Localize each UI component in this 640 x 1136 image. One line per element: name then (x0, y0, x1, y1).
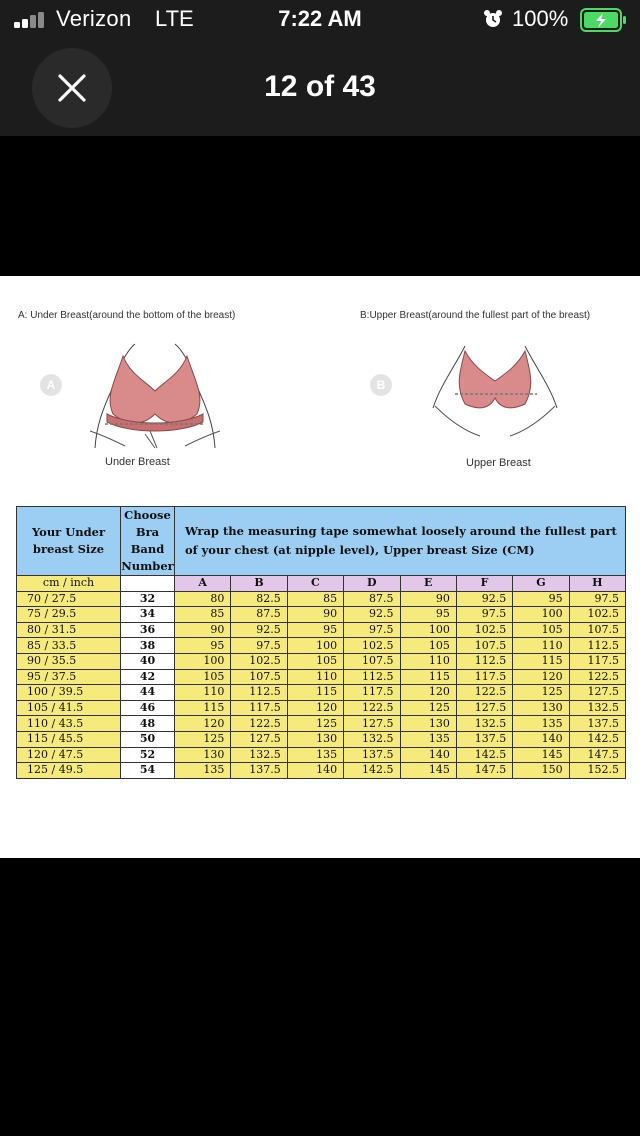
upper-breast-size: 100 (287, 638, 343, 654)
table-row (17, 685, 626, 701)
upper-breast-size: 105 (287, 653, 343, 669)
upper-breast-size: 95 (175, 638, 231, 654)
alarm-icon (483, 9, 503, 29)
upper-breast-size: 147.5 (569, 747, 625, 763)
upper-breast-size: 80 (175, 591, 231, 607)
cup-letter-row (17, 576, 626, 592)
upper-breast-size: 137.5 (456, 731, 512, 747)
upper-breast-size: 150 (513, 763, 569, 779)
under-breast-size: 80 / 31.5 (17, 622, 121, 638)
battery-percent: 100% (512, 6, 569, 31)
upper-breast-size: 90 (400, 591, 456, 607)
upper-breast-size: 100 (513, 607, 569, 623)
image-counter: 12 of 43 (264, 70, 376, 103)
status-bar (0, 0, 640, 40)
status-time: 7:22 AM (278, 6, 362, 31)
band-number: 42 (121, 669, 175, 685)
table-row (17, 731, 626, 747)
upper-breast-size: 97.5 (344, 622, 400, 638)
table-row (17, 653, 626, 669)
band-number: 50 (121, 731, 175, 747)
upper-breast-size: 117.5 (231, 700, 287, 716)
upper-breast-size: 115 (287, 685, 343, 701)
under-breast-size: 100 / 39.5 (17, 685, 121, 701)
upper-breast-size: 105 (400, 638, 456, 654)
upper-breast-size: 92.5 (231, 622, 287, 638)
upper-breast-size: 87.5 (344, 591, 400, 607)
upper-breast-size: 122.5 (456, 685, 512, 701)
cup-letter: H (569, 576, 625, 592)
size-chart-table (16, 506, 626, 779)
upper-breast-size: 110 (513, 638, 569, 654)
upper-breast-size: 85 (175, 607, 231, 623)
upper-breast-size: 110 (400, 653, 456, 669)
cup-letter: E (400, 576, 456, 592)
band-number: 36 (121, 622, 175, 638)
carrier-name: Verizon (56, 6, 132, 31)
upper-breast-size: 125 (400, 700, 456, 716)
upper-breast-size: 85 (287, 591, 343, 607)
upper-breast-size: 135 (287, 747, 343, 763)
upper-breast-size: 130 (513, 700, 569, 716)
upper-breast-size: 142.5 (456, 747, 512, 763)
band-number: 44 (121, 685, 175, 701)
table-row (17, 700, 626, 716)
unit-label: cm / inch (17, 576, 121, 592)
upper-breast-label: Upper Breast (466, 457, 531, 469)
upper-breast-size: 90 (175, 622, 231, 638)
upper-breast-size: 140 (513, 731, 569, 747)
upper-breast-size: 100 (400, 622, 456, 638)
under-breast-illustration (85, 336, 225, 451)
upper-breast-size: 117.5 (569, 653, 625, 669)
upper-breast-size: 145 (400, 763, 456, 779)
upper-breast-size: 102.5 (344, 638, 400, 654)
under-breast-size: 70 / 27.5 (17, 591, 121, 607)
band-number: 54 (121, 763, 175, 779)
badge-a: A (40, 374, 62, 396)
cup-letter: D (344, 576, 400, 592)
table-row (17, 591, 626, 607)
upper-breast-size: 145 (513, 747, 569, 763)
caption-upper-breast: B:Upper Breast(around the fullest part of the breast) (360, 310, 591, 321)
band-number: 40 (121, 653, 175, 669)
upper-breast-size: 97.5 (231, 638, 287, 654)
under-breast-size: 85 / 33.5 (17, 638, 121, 654)
upper-breast-size: 95 (513, 591, 569, 607)
upper-breast-size: 105 (513, 622, 569, 638)
upper-breast-size: 125 (287, 716, 343, 732)
upper-breast-size: 140 (287, 763, 343, 779)
nav-bar (0, 40, 640, 136)
upper-breast-size: 137.5 (569, 716, 625, 732)
upper-breast-size: 107.5 (569, 622, 625, 638)
upper-breast-size: 142.5 (344, 763, 400, 779)
under-breast-size: 90 / 35.5 (17, 653, 121, 669)
under-breast-size: 120 / 47.5 (17, 747, 121, 763)
upper-breast-size: 112.5 (344, 669, 400, 685)
under-breast-size: 110 / 43.5 (17, 716, 121, 732)
header-instruction: Wrap the measuring tape somewhat loosely around the fullest part of your chest (at nipple level), Upper breast Size (CM) (175, 507, 626, 576)
upper-breast-size: 107.5 (344, 653, 400, 669)
band-number: 52 (121, 747, 175, 763)
upper-breast-size: 130 (287, 731, 343, 747)
table-row (17, 669, 626, 685)
blank-cell (121, 576, 175, 592)
caption-under-breast: A: Under Breast(around the bottom of the breast) (18, 310, 236, 321)
upper-breast-size: 115 (400, 669, 456, 685)
upper-breast-size: 127.5 (231, 731, 287, 747)
under-breast-size: 105 / 41.5 (17, 700, 121, 716)
upper-breast-size: 90 (287, 607, 343, 623)
upper-breast-size: 97.5 (569, 591, 625, 607)
upper-breast-size: 82.5 (231, 591, 287, 607)
upper-breast-size: 117.5 (456, 669, 512, 685)
upper-breast-size: 87.5 (231, 607, 287, 623)
battery-charging-icon (580, 8, 628, 32)
upper-breast-size: 132.5 (231, 747, 287, 763)
header-band-number: Choose Bra Band Number (121, 507, 175, 576)
upper-breast-size: 115 (513, 653, 569, 669)
upper-breast-size: 130 (175, 747, 231, 763)
cup-letter: F (456, 576, 512, 592)
upper-breast-size: 120 (513, 669, 569, 685)
upper-breast-size: 122.5 (344, 700, 400, 716)
upper-breast-size: 132.5 (456, 716, 512, 732)
table-row (17, 716, 626, 732)
band-number: 46 (121, 700, 175, 716)
upper-breast-size: 137.5 (344, 747, 400, 763)
band-number: 38 (121, 638, 175, 654)
badge-b: B (370, 374, 392, 396)
under-breast-size: 95 / 37.5 (17, 669, 121, 685)
upper-breast-size: 112.5 (231, 685, 287, 701)
gallery-image[interactable] (0, 276, 640, 858)
upper-breast-size: 125 (513, 685, 569, 701)
upper-breast-size: 135 (513, 716, 569, 732)
upper-breast-size: 120 (287, 700, 343, 716)
upper-breast-size: 120 (175, 716, 231, 732)
cup-letter: C (287, 576, 343, 592)
cup-letter: G (513, 576, 569, 592)
upper-breast-size: 110 (175, 685, 231, 701)
under-breast-size: 115 / 45.5 (17, 731, 121, 747)
upper-breast-size: 132.5 (569, 700, 625, 716)
upper-breast-size: 100 (175, 653, 231, 669)
upper-breast-size: 137.5 (231, 763, 287, 779)
upper-breast-size: 152.5 (569, 763, 625, 779)
under-breast-label: Under Breast (105, 456, 170, 468)
under-breast-size: 125 / 49.5 (17, 763, 121, 779)
upper-breast-size: 122.5 (231, 716, 287, 732)
upper-breast-size: 102.5 (569, 607, 625, 623)
upper-breast-size: 102.5 (231, 653, 287, 669)
upper-breast-size: 127.5 (456, 700, 512, 716)
upper-breast-size: 140 (400, 747, 456, 763)
upper-breast-size: 130 (400, 716, 456, 732)
table-row (17, 622, 626, 638)
upper-breast-size: 127.5 (569, 685, 625, 701)
upper-breast-size: 110 (287, 669, 343, 685)
table-row (17, 747, 626, 763)
upper-breast-size: 102.5 (456, 622, 512, 638)
header-under-breast: Your Under breast Size (17, 507, 121, 576)
upper-breast-size: 135 (400, 731, 456, 747)
band-number: 32 (121, 591, 175, 607)
upper-breast-size: 127.5 (344, 716, 400, 732)
band-number: 48 (121, 716, 175, 732)
upper-breast-size: 142.5 (569, 731, 625, 747)
upper-breast-size: 125 (175, 731, 231, 747)
upper-breast-size: 105 (175, 669, 231, 685)
table-row (17, 763, 626, 779)
upper-breast-size: 92.5 (456, 591, 512, 607)
table-row (17, 607, 626, 623)
upper-breast-size: 92.5 (344, 607, 400, 623)
upper-breast-illustration (425, 336, 565, 451)
upper-breast-size: 147.5 (456, 763, 512, 779)
upper-breast-size: 107.5 (456, 638, 512, 654)
cup-letter: B (231, 576, 287, 592)
table-row (17, 638, 626, 654)
under-breast-size: 75 / 29.5 (17, 607, 121, 623)
upper-breast-size: 95 (400, 607, 456, 623)
upper-breast-size: 120 (400, 685, 456, 701)
upper-breast-size: 107.5 (231, 669, 287, 685)
band-number: 34 (121, 607, 175, 623)
upper-breast-size: 112.5 (569, 638, 625, 654)
upper-breast-size: 135 (175, 763, 231, 779)
upper-breast-size: 122.5 (569, 669, 625, 685)
upper-breast-size: 95 (287, 622, 343, 638)
upper-breast-size: 117.5 (344, 685, 400, 701)
network-type: LTE (155, 6, 194, 31)
upper-breast-size: 132.5 (344, 731, 400, 747)
upper-breast-size: 112.5 (456, 653, 512, 669)
cup-letter: A (175, 576, 231, 592)
upper-breast-size: 97.5 (456, 607, 512, 623)
upper-breast-size: 115 (175, 700, 231, 716)
